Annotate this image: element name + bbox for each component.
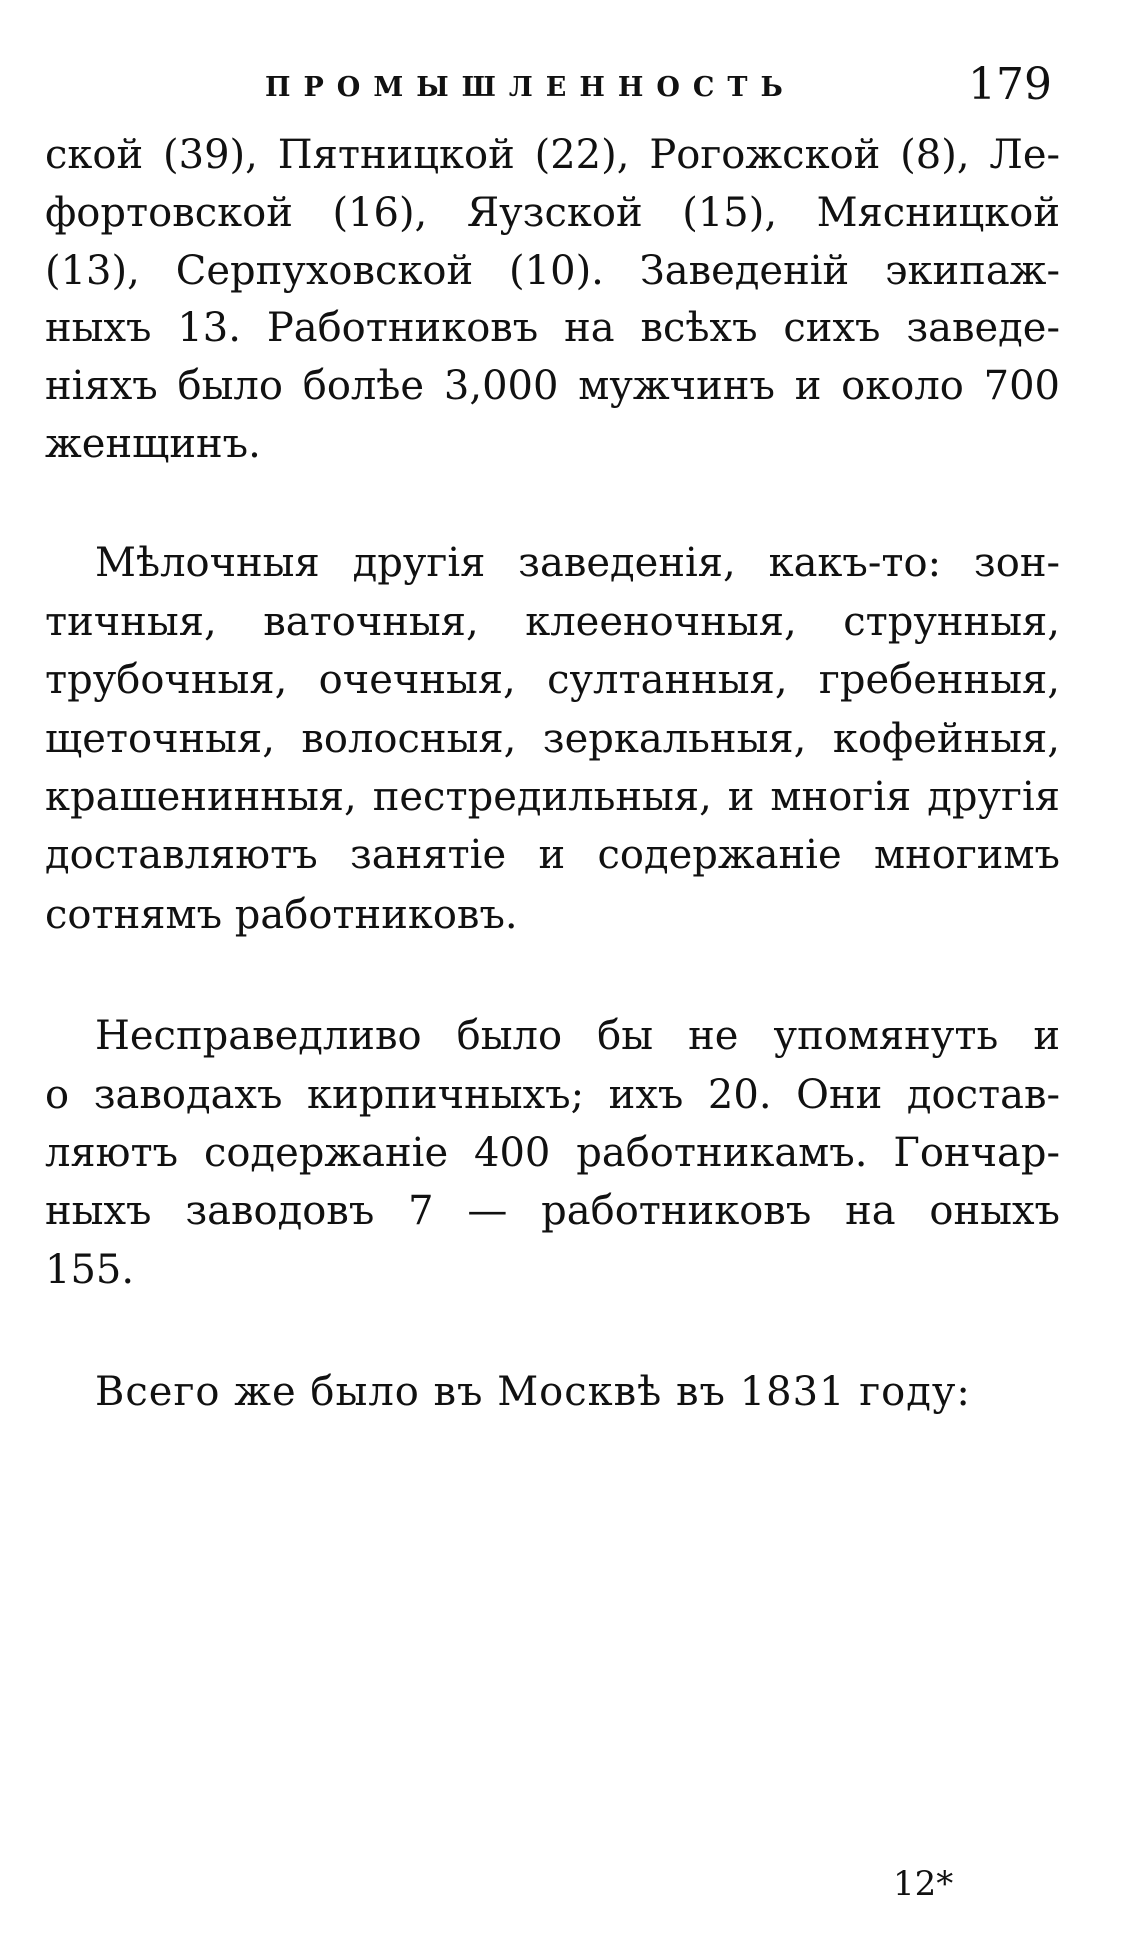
- text-line: 155.: [45, 1247, 135, 1293]
- text-line: (13), Серпуховской (10). Заведеній экипаж-: [45, 248, 1060, 294]
- text-line: Мѣлочныя другія заведенія, какъ-то: зон-: [95, 540, 1060, 586]
- text-line: сотнямъ работниковъ.: [45, 892, 518, 938]
- running-head: ПРОМЫШЛЕННОСТЬ: [265, 72, 796, 103]
- text-line: ляютъ содержаніе 400 работникамъ. Гончар-: [45, 1130, 1060, 1176]
- text-line: крашенинныя, пестредильныя, и многія другія: [45, 774, 1060, 820]
- text-line: женщинъ.: [45, 421, 261, 467]
- text-line: доставляютъ занятіе и содержаніе многимъ: [45, 832, 1060, 878]
- text-line: Несправедливо было бы не упомянуть и: [95, 1013, 1060, 1059]
- text-line: о заводахъ кирпичныхъ; ихъ 20. Они достав-: [45, 1072, 1060, 1118]
- text-line: фортовской (16), Яузской (15), Мясницкой: [45, 190, 1060, 236]
- text-line: тичныя, ваточныя, клееночныя, струнныя,: [45, 599, 1060, 645]
- text-line: Всего же было въ Москвѣ въ 1831 году:: [95, 1369, 971, 1415]
- signature-mark: 12*: [893, 1864, 954, 1904]
- text-line: щеточныя, волосныя, зеркальныя, кофейныя,: [45, 716, 1060, 762]
- page-number: 179: [968, 59, 1052, 110]
- text-line: ской (39), Пятницкой (22), Рогожской (8), Ле-: [45, 132, 1060, 178]
- text-line: ніяхъ было болѣе 3,000 мужчинъ и около 700: [45, 363, 1060, 409]
- text-line: ныхъ 13. Работниковъ на всѣхъ сихъ заведе-: [45, 305, 1060, 351]
- text-line: трубочныя, очечныя, султанныя, гребенныя,: [45, 657, 1060, 703]
- text-line: ныхъ заводовъ 7 — работниковъ на оныхъ: [45, 1188, 1060, 1234]
